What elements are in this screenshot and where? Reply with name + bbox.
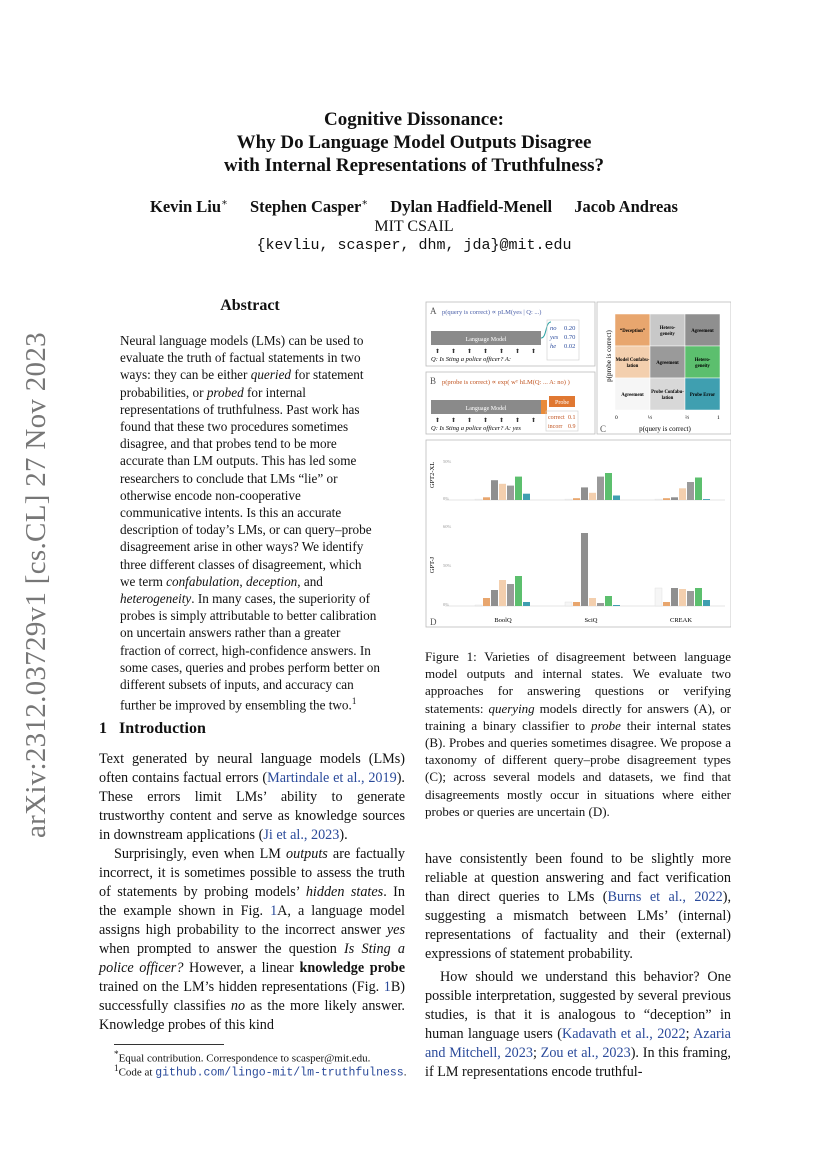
model-label-gptj: GPT-J — [429, 556, 436, 574]
model-label: Language Model — [465, 337, 507, 343]
author: Stephen Casper∗ — [249, 197, 369, 216]
bar — [597, 603, 604, 606]
model-label-gpt2xl: GPT2-XL — [429, 461, 436, 489]
bar — [679, 589, 686, 606]
panel-d — [426, 440, 731, 627]
bar — [515, 576, 522, 606]
dataset-label: SciQ — [584, 617, 598, 624]
bar — [679, 488, 686, 500]
bar — [687, 482, 694, 500]
citation-link[interactable]: Azaria and Mitchell, 2023 — [425, 1026, 731, 1061]
abstract-text: Neural language models (LMs) can be used to evaluate the truth of factual statements in two ways: they can be either queried for statement probabilities, or probed for internal representations of truthfulness. Past work has found that these two procedures sometimes disagree, and that probes tend to be more accurate than LM outputs. This has led some researchers to conclude that LMs “lie” or otherwise encode non-cooperative communicative intents. Is this an accurate description of today’s LMs, or can query–probe disagreement arise in other ways? We identify three different classes of disagreement, which we term confabulation, deception, and heterogeneity. In many cases, the superiority of probes is simply attributable to better calibration on uncertain answers rather than a greater fraction of correct, high-confidence answers. In some cases, queries and probes perform better on different subsets of inputs, and accuracy can further be improved by ensembling the two.$^1$ — [120, 333, 380, 713]
title-line: Cognitive Dissonance: — [324, 109, 504, 130]
bar — [687, 591, 694, 606]
tick-label: ⅓ — [648, 415, 653, 421]
panel-b-label: B — [430, 376, 437, 386]
bar — [703, 499, 710, 500]
svg-text:⬆: ⬆ — [451, 418, 457, 424]
bar — [613, 496, 620, 501]
svg-text:⬆: ⬆ — [499, 349, 505, 355]
svg-text:⬆: ⬆ — [435, 349, 441, 355]
probe-label: Probe — [555, 400, 569, 406]
author: Kevin Liu∗ — [150, 197, 228, 216]
taxonomy-cell-label: Agreement — [656, 361, 679, 366]
bar — [581, 487, 588, 500]
taxonomy-cell-label: Probe Error — [689, 393, 716, 398]
dataset-label: CREAK — [669, 617, 693, 624]
tick-label: 0 — [615, 415, 618, 421]
author-emails: {kevliu, scasper, dhm, jda}@mit.edu — [256, 237, 572, 254]
svg-text:⬆: ⬆ — [515, 349, 521, 355]
output-token: he — [550, 343, 557, 350]
panel-b-formula: p(probe is correct) ∝ exp( wᵀ hLM(Q: ... A: no) ) — [442, 379, 570, 386]
panel-a-formula: p(query is correct) ∝ pLM(yes | Q: ...) — [442, 309, 542, 316]
figure-ref-link[interactable]: 1 — [383, 979, 391, 995]
bar — [565, 602, 572, 606]
bar — [523, 602, 530, 606]
intro-left-column — [99, 750, 405, 1035]
abstract-heading: Abstract — [220, 297, 280, 314]
citation-link[interactable]: Martindale et al., 2019 — [267, 770, 397, 786]
affiliation: MIT CSAIL — [374, 218, 454, 235]
svg-text:⬆: ⬆ — [483, 349, 489, 355]
probe-output-prob: 0.1 — [568, 415, 576, 421]
bar — [695, 588, 702, 606]
section-heading: 1 Introduction — [99, 720, 206, 737]
taxonomy-cell-label: lation — [661, 396, 674, 401]
svg-text:⬆: ⬆ — [499, 418, 505, 424]
taxonomy-cell-label: geneity — [660, 332, 675, 337]
paper-title — [0, 108, 828, 177]
code-link[interactable]: github.com/lingo-mit/lm-truthfulness — [155, 1066, 404, 1080]
bar — [499, 580, 506, 606]
bar — [491, 480, 498, 500]
figure-ref-link[interactable]: 1 — [270, 903, 278, 919]
author: Jacob Andreas — [574, 197, 678, 216]
bar — [589, 598, 596, 606]
bar — [655, 499, 662, 500]
panel-a — [426, 302, 595, 366]
bar — [663, 602, 670, 606]
model-label: Language Model — [465, 406, 507, 412]
taxonomy-cell-label: Hetero- — [659, 326, 676, 331]
svg-text:⬆: ⬆ — [531, 349, 537, 355]
bar — [483, 497, 490, 500]
disagreement-bars — [443, 459, 725, 607]
tick-label: ⅔ — [685, 415, 690, 421]
bar — [523, 494, 530, 500]
panel-c-label: C — [600, 424, 607, 434]
figure-caption: Figure 1: Varieties of disagreement between language model outputs and internal states. We evaluate two approaches for answering questions or verifying statements: querying models directly for answers (A), or training a binary classifier to probe their internal states (B). Probes and queries sometimes disagree. We propose a taxonomy of different query–probe disagreement types (C); across several models and datasets, we find that disagreements mostly occur in situations where either probes or queries are uncertain (D). — [425, 649, 731, 819]
svg-text:⬆: ⬆ — [435, 418, 441, 424]
bar — [507, 486, 514, 500]
taxonomy-grid — [615, 314, 720, 410]
bar — [703, 600, 710, 606]
svg-text:⬆: ⬆ — [451, 349, 457, 355]
bar — [671, 497, 678, 500]
bar — [483, 598, 490, 606]
y-tick-label: 60% — [443, 524, 452, 529]
output-token: yes — [550, 334, 559, 341]
bar — [597, 477, 604, 500]
title-line: with Internal Representations of Truthfulness? — [223, 155, 605, 176]
author-list — [0, 197, 828, 217]
output-prob: 0.02 — [564, 343, 576, 350]
y-tick-label: 50% — [443, 563, 452, 568]
bar — [655, 588, 662, 606]
probe-output-label: correct — [548, 415, 565, 421]
svg-text:⬆: ⬆ — [515, 418, 521, 424]
bar — [491, 590, 498, 606]
output-token: no — [550, 325, 557, 332]
taxonomy-cell-label: “Deception” — [619, 329, 646, 334]
footnote: $^1$Code at github.com/lingo-mit/lm-truthfulness. — [114, 1063, 407, 1080]
bar — [589, 493, 596, 500]
bar — [499, 484, 506, 500]
taxonomy-cell-label: lation — [626, 364, 639, 369]
svg-text:⬆: ⬆ — [467, 418, 473, 424]
bar — [581, 533, 588, 606]
probe-output-prob: 0.9 — [568, 424, 576, 430]
paragraph: have consistently been found to be slightly more reliable at question answering and fact verification than direct queries to LMs (Burns et al., 2022), suggesting a mismatch between LMs’ (internal) representations of factuality and their (external) expressions of statement probability. — [425, 851, 731, 962]
y-tick-label: 0% — [443, 602, 449, 607]
bar — [475, 499, 482, 500]
figure-1 — [425, 300, 731, 630]
bar — [475, 605, 482, 606]
dataset-label: BoolQ — [494, 617, 512, 624]
bar — [565, 499, 572, 500]
footnote-rule — [114, 1044, 224, 1045]
tick-label: 1 — [717, 415, 720, 421]
panel-a-label: A — [430, 306, 437, 316]
citation-link[interactable]: Kadavath et al., 2022 — [561, 1026, 686, 1042]
y-axis-label: p(probe is correct) — [605, 330, 613, 382]
bar — [605, 596, 612, 606]
citation-link[interactable]: Burns et al., 2022 — [607, 889, 723, 905]
taxonomy-cell-label: Agreement — [621, 393, 644, 398]
taxonomy-cell-label: Hetero- — [694, 358, 711, 363]
intro-right-column — [425, 850, 731, 1082]
prompt-text: Q: Is Sting a police officer? A: yes — [431, 425, 521, 432]
bar — [515, 477, 522, 500]
prompt-text: Q: Is Sting a police officer? A: — [431, 356, 512, 363]
taxonomy-cell-label: Agreement — [691, 329, 714, 334]
paragraph: Surprisingly, even when LM outputs are factually incorrect, it is sometimes possible to assess the truth of statements by probing models’ hidden states. In the example shown in Fig. 1A, a language model assigns high probability to the incorrect answer yes when prompted to answer the question Is Sting a police officer? However, a linear knowledge probe trained on the LM’s hidden representations (Fig. 1B) successfully classifies no as the more likely answer. Knowledge probes of this kind — [99, 846, 405, 1033]
bar — [613, 605, 620, 606]
bar — [671, 588, 678, 606]
panel-c — [597, 302, 731, 434]
arxiv-stamp: arXiv:2312.03729v1 [cs.CL] 27 Nov 2023 — [20, 332, 52, 838]
author: Dylan Hadfield-Menell — [390, 197, 553, 216]
bar — [507, 584, 514, 606]
paragraph: How should we understand this behavior? One possible interpretation, suggested by several previous studies, is that it is analogous to “deception” in human language users (Kadavath et al., 2022; Azaria and Mitchell, 2023; Zou et al., 2023). In this framing, if LM representations encode truthful- — [425, 969, 731, 1080]
panel-b — [426, 372, 595, 434]
bar — [573, 498, 580, 500]
taxonomy-cell-label: geneity — [695, 364, 710, 369]
taxonomy-cell-label: Model Confabu- — [615, 358, 650, 363]
bar — [663, 498, 670, 500]
x-axis-label: p(query is correct) — [639, 425, 691, 433]
svg-text:⬆: ⬆ — [483, 418, 489, 424]
y-tick-label: 0% — [443, 496, 449, 501]
output-prob: 0.20 — [564, 325, 576, 332]
probe-output-label: incorr — [548, 424, 563, 430]
bar — [605, 473, 612, 500]
citation-link[interactable]: Zou et al., 2023 — [540, 1045, 631, 1061]
taxonomy-cell-label: Probe Confabu- — [651, 390, 684, 395]
y-tick-label: 50% — [443, 459, 452, 464]
title-line: Why Do Language Model Outputs Disagree — [236, 132, 592, 153]
output-prob: 0.70 — [564, 334, 576, 341]
svg-text:⬆: ⬆ — [467, 349, 473, 355]
paragraph: Text generated by neural language models (LMs) often contains factual errors (Martindale et al., 2019). These errors limit LMs’ ability to generate trustworthy content and serve as knowledge sources in downstream applications (Ji et al., 2023). — [99, 751, 405, 843]
footnote: *Equal contribution. Correspondence to scasper@mit.edu. — [114, 1049, 371, 1065]
citation-link[interactable]: Ji et al., 2023 — [263, 827, 340, 843]
svg-text:⬆: ⬆ — [531, 418, 537, 424]
bar — [695, 478, 702, 501]
bar — [573, 602, 580, 606]
panel-d-label: D — [430, 617, 437, 627]
